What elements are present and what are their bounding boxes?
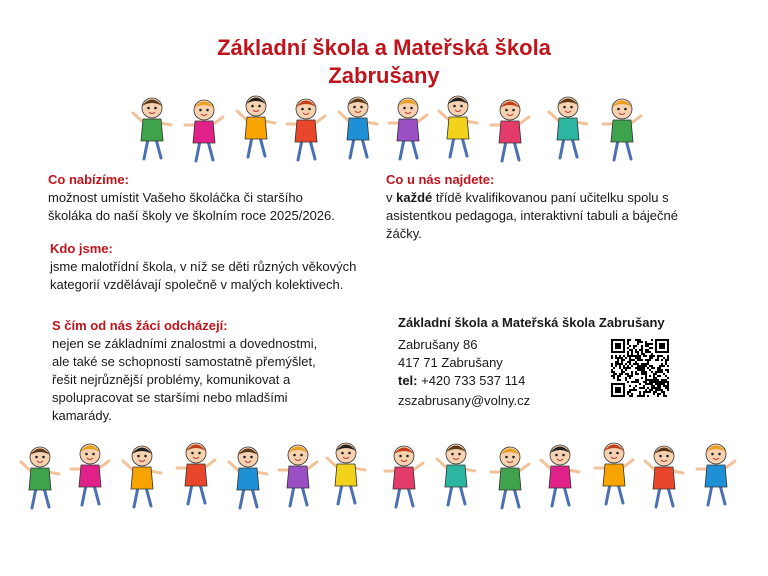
kid-figure-icon bbox=[123, 446, 161, 507]
kid-figure-icon bbox=[437, 444, 475, 505]
find-line-2: asistentkou pedagoga, interaktivní tabuli a báječné bbox=[386, 208, 678, 223]
leave-line-4: spolupracovat se staršími nebo mladšími bbox=[52, 390, 288, 405]
kid-figure-icon bbox=[133, 98, 171, 159]
find-line-1 bbox=[386, 189, 678, 207]
kid-figure-icon bbox=[595, 443, 633, 504]
contact-street: Zabrušany 86 bbox=[398, 337, 478, 352]
leave-line-5: kamarády. bbox=[52, 408, 112, 423]
kid-figure-icon bbox=[645, 446, 683, 507]
leave-section bbox=[52, 317, 317, 425]
find-line-3: žáčky. bbox=[386, 226, 422, 241]
kid-figure-icon bbox=[279, 445, 317, 506]
offer-section bbox=[48, 171, 335, 225]
kid-figure-icon bbox=[71, 444, 109, 505]
find-heading: Co u nás najdete: bbox=[386, 172, 495, 187]
kid-figure-icon bbox=[439, 96, 477, 157]
contact-city: 417 71 Zabrušany bbox=[398, 355, 503, 370]
kid-figure-icon bbox=[549, 97, 587, 158]
kid-figure-icon bbox=[237, 96, 275, 157]
offer-line-2: školáka do naší školy ve školním roce 2025/2026. bbox=[48, 208, 335, 223]
kids-top-svg bbox=[0, 95, 768, 165]
offer-line-1: možnost umístit Vašeho školáčka či staršího bbox=[48, 190, 303, 205]
title-line-1: Základní škola a Mateřská škola bbox=[217, 35, 551, 60]
title-line-2: Zabrušany bbox=[328, 63, 440, 88]
kids-bottom-svg bbox=[0, 442, 768, 512]
kid-figure-icon bbox=[603, 99, 641, 160]
offer-heading: Co nabízíme: bbox=[48, 172, 129, 187]
page-title bbox=[0, 34, 768, 90]
kid-figure-icon bbox=[491, 447, 529, 508]
kid-figure-icon bbox=[21, 447, 59, 508]
kid-figure-icon bbox=[385, 446, 423, 507]
kids-illustration-top bbox=[0, 95, 768, 165]
kid-figure-icon bbox=[541, 445, 579, 506]
find-section bbox=[386, 171, 678, 243]
who-line-2: kategorií vzdělávají společně v malých kolektivech. bbox=[50, 277, 344, 292]
qr-code[interactable] bbox=[611, 339, 669, 397]
contact-school-name: Základní škola a Mateřská škola Zabrušany bbox=[398, 315, 665, 330]
find-line-1-prefix: v bbox=[386, 190, 397, 205]
kid-figure-icon bbox=[389, 98, 427, 159]
kid-figure-icon bbox=[229, 447, 267, 508]
kid-figure-icon bbox=[287, 99, 325, 160]
leave-line-2: ale také se schopností samostatně přemýšlet, bbox=[52, 354, 316, 369]
kid-figure-icon bbox=[697, 444, 735, 505]
kid-figure-icon bbox=[177, 443, 215, 504]
find-line-1-bold: každé bbox=[396, 190, 433, 205]
contact-phone-number: +420 733 537 114 bbox=[417, 373, 526, 388]
contact-phone-label: tel: bbox=[398, 373, 418, 388]
kid-figure-icon bbox=[327, 443, 365, 504]
find-line-1-rest: třídě kvalifikovanou paní učitelku spolu s bbox=[432, 190, 669, 205]
who-line-1: jsme malotřídní škola, v níž se děti různých věkových bbox=[50, 259, 357, 274]
kid-figure-icon bbox=[491, 100, 529, 161]
kid-figure-icon bbox=[185, 100, 223, 161]
who-section bbox=[50, 240, 356, 294]
leave-heading: S čím od nás žáci odcházejí: bbox=[52, 318, 228, 333]
contact-email[interactable]: zszabrusany@volny.cz bbox=[398, 393, 531, 408]
who-heading: Kdo jsme: bbox=[50, 241, 113, 256]
kids-illustration-bottom bbox=[0, 442, 768, 512]
leave-line-3: řešit nejrůznější problémy, komunikovat a bbox=[52, 372, 291, 387]
kid-figure-icon bbox=[339, 97, 377, 158]
leave-line-1: nejen se základními znalostmi a dovednostmi, bbox=[52, 336, 318, 351]
